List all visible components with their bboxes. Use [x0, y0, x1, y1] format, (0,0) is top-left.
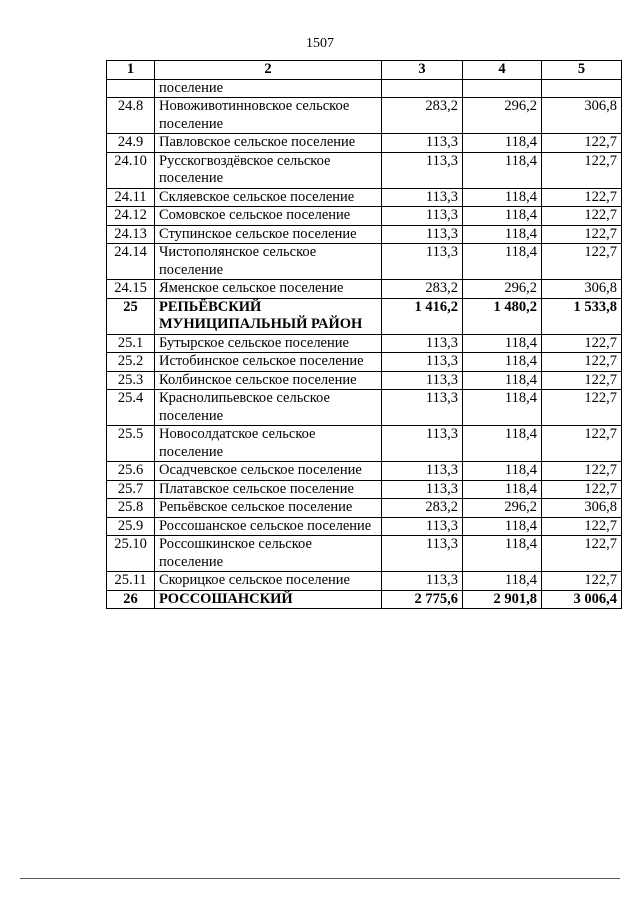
- row-name: Осадчевское сельское поселение: [155, 462, 382, 481]
- row-name: Бутырское сельское поселение: [155, 334, 382, 353]
- row-value-4: 118,4: [463, 426, 542, 462]
- row-value-3: 113,3: [382, 334, 463, 353]
- row-value-3: 113,3: [382, 353, 463, 372]
- settlement-row: [107, 480, 622, 499]
- row-value-3: 113,3: [382, 134, 463, 153]
- row-value-4: 296,2: [463, 499, 542, 518]
- row-name: Ступинское сельское поселение: [155, 225, 382, 244]
- row-value-5: [542, 79, 622, 98]
- row-number: 25.10: [107, 536, 155, 572]
- row-value-3: 283,2: [382, 280, 463, 299]
- row-value-5: 1 533,8: [542, 298, 622, 334]
- page-number: 1507: [306, 36, 334, 51]
- settlement-row: [107, 98, 622, 134]
- row-value-4: 118,4: [463, 536, 542, 572]
- row-name: Колбинское сельское поселение: [155, 371, 382, 390]
- settlement-row: [107, 207, 622, 226]
- settlement-row: [107, 188, 622, 207]
- row-value-5: 122,7: [542, 134, 622, 153]
- row-value-5: 122,7: [542, 536, 622, 572]
- settlement-row: [107, 572, 622, 591]
- row-value-3: 113,3: [382, 152, 463, 188]
- row-name: Скорицкое сельское поселение: [155, 572, 382, 591]
- row-value-5: 122,7: [542, 371, 622, 390]
- row-number: [107, 79, 155, 98]
- row-value-5: 122,7: [542, 572, 622, 591]
- row-value-4: 118,4: [463, 353, 542, 372]
- header-cell-3: 3: [382, 61, 463, 80]
- row-name: Русскогвоздёвское сельское поселение: [155, 152, 382, 188]
- row-number: 24.13: [107, 225, 155, 244]
- row-value-5: 122,7: [542, 480, 622, 499]
- row-number: 25.11: [107, 572, 155, 591]
- budget-table: [106, 60, 622, 609]
- header-cell-5: 5: [542, 61, 622, 80]
- row-value-4: 118,4: [463, 188, 542, 207]
- settlement-row: [107, 499, 622, 518]
- row-value-4: [463, 79, 542, 98]
- row-number: 24.12: [107, 207, 155, 226]
- row-value-4: 118,4: [463, 207, 542, 226]
- row-name: поселение: [155, 79, 382, 98]
- settlement-row: [107, 152, 622, 188]
- row-value-4: 118,4: [463, 517, 542, 536]
- row-value-3: 113,3: [382, 390, 463, 426]
- row-number: 24.10: [107, 152, 155, 188]
- row-value-3: 113,3: [382, 462, 463, 481]
- row-value-5: 306,8: [542, 499, 622, 518]
- settlement-row: [107, 390, 622, 426]
- row-name: Чистополянское сельское поселение: [155, 244, 382, 280]
- row-name: Павловское сельское поселение: [155, 134, 382, 153]
- row-number: 24.9: [107, 134, 155, 153]
- row-value-4: 118,4: [463, 462, 542, 481]
- row-value-5: 122,7: [542, 244, 622, 280]
- row-value-3: 283,2: [382, 499, 463, 518]
- settlement-row: [107, 536, 622, 572]
- row-value-3: 113,3: [382, 426, 463, 462]
- row-name: Россошкинское сельское поселение: [155, 536, 382, 572]
- header-cell-2: 2: [155, 61, 382, 80]
- row-number: 24.11: [107, 188, 155, 207]
- settlement-row: [107, 462, 622, 481]
- row-value-5: 122,7: [542, 462, 622, 481]
- row-name: Россошанское сельское поселение: [155, 517, 382, 536]
- row-name: РЕПЬЁВСКИЙ МУНИЦИПАЛЬНЫЙ РАЙОН: [155, 298, 382, 334]
- row-value-4: 118,4: [463, 152, 542, 188]
- row-name: Репьёвское сельское поселение: [155, 499, 382, 518]
- row-value-5: 3 006,4: [542, 590, 622, 609]
- row-value-4: 118,4: [463, 244, 542, 280]
- row-value-4: 118,4: [463, 334, 542, 353]
- settlement-row: [107, 426, 622, 462]
- settlement-row: [107, 280, 622, 299]
- continuation-row: [107, 79, 622, 98]
- row-number: 25.8: [107, 499, 155, 518]
- row-value-3: 113,3: [382, 480, 463, 499]
- settlement-row: [107, 371, 622, 390]
- row-value-3: 113,3: [382, 517, 463, 536]
- row-value-5: 306,8: [542, 280, 622, 299]
- row-value-3: 113,3: [382, 207, 463, 226]
- row-value-3: 1 416,2: [382, 298, 463, 334]
- row-value-4: 118,4: [463, 390, 542, 426]
- row-number: 24.14: [107, 244, 155, 280]
- row-value-5: 122,7: [542, 353, 622, 372]
- row-number: 25.2: [107, 353, 155, 372]
- row-name: Сомовское сельское поселение: [155, 207, 382, 226]
- row-value-5: 122,7: [542, 517, 622, 536]
- row-value-4: 296,2: [463, 280, 542, 299]
- row-value-5: 122,7: [542, 225, 622, 244]
- settlement-row: [107, 244, 622, 280]
- row-number: 25.3: [107, 371, 155, 390]
- header-cell-1: 1: [107, 61, 155, 80]
- row-value-3: [382, 79, 463, 98]
- row-name: Краснолипьевское сельское поселение: [155, 390, 382, 426]
- row-value-4: 118,4: [463, 480, 542, 499]
- row-number: 24.15: [107, 280, 155, 299]
- row-value-5: 122,7: [542, 390, 622, 426]
- row-value-4: 118,4: [463, 225, 542, 244]
- settlement-row: [107, 225, 622, 244]
- row-number: 25.5: [107, 426, 155, 462]
- row-name: Платавское сельское поселение: [155, 480, 382, 499]
- row-value-3: 113,3: [382, 244, 463, 280]
- footer-divider: [20, 878, 620, 879]
- row-value-5: 122,7: [542, 152, 622, 188]
- row-name: Новоживотинновское сельское поселение: [155, 98, 382, 134]
- row-value-4: 1 480,2: [463, 298, 542, 334]
- row-name: Истобинское сельское поселение: [155, 353, 382, 372]
- row-value-3: 113,3: [382, 225, 463, 244]
- row-number: 26: [107, 590, 155, 609]
- header-cell-4: 4: [463, 61, 542, 80]
- row-name: РОССОШАНСКИЙ: [155, 590, 382, 609]
- row-value-5: 122,7: [542, 334, 622, 353]
- row-value-3: 2 775,6: [382, 590, 463, 609]
- row-value-3: 113,3: [382, 371, 463, 390]
- row-value-5: 122,7: [542, 426, 622, 462]
- row-value-5: 122,7: [542, 188, 622, 207]
- row-value-3: 283,2: [382, 98, 463, 134]
- row-value-3: 113,3: [382, 536, 463, 572]
- settlement-row: [107, 334, 622, 353]
- row-value-3: 113,3: [382, 572, 463, 591]
- row-value-3: 113,3: [382, 188, 463, 207]
- row-number: 25.9: [107, 517, 155, 536]
- row-value-4: 2 901,8: [463, 590, 542, 609]
- row-name: Новосолдатское сельское поселение: [155, 426, 382, 462]
- row-name: Скляевское сельское поселение: [155, 188, 382, 207]
- row-value-5: 122,7: [542, 207, 622, 226]
- district-row: [107, 590, 622, 609]
- row-value-4: 118,4: [463, 134, 542, 153]
- row-value-4: 296,2: [463, 98, 542, 134]
- row-number: 25.4: [107, 390, 155, 426]
- table-header-row: [107, 61, 622, 80]
- row-number: 25: [107, 298, 155, 334]
- row-number: 24.8: [107, 98, 155, 134]
- settlement-row: [107, 517, 622, 536]
- settlement-row: [107, 134, 622, 153]
- row-number: 25.6: [107, 462, 155, 481]
- row-number: 25.7: [107, 480, 155, 499]
- row-value-4: 118,4: [463, 572, 542, 591]
- settlement-row: [107, 353, 622, 372]
- row-number: 25.1: [107, 334, 155, 353]
- row-name: Яменское сельское поселение: [155, 280, 382, 299]
- row-value-5: 306,8: [542, 98, 622, 134]
- row-value-4: 118,4: [463, 371, 542, 390]
- district-row: [107, 298, 622, 334]
